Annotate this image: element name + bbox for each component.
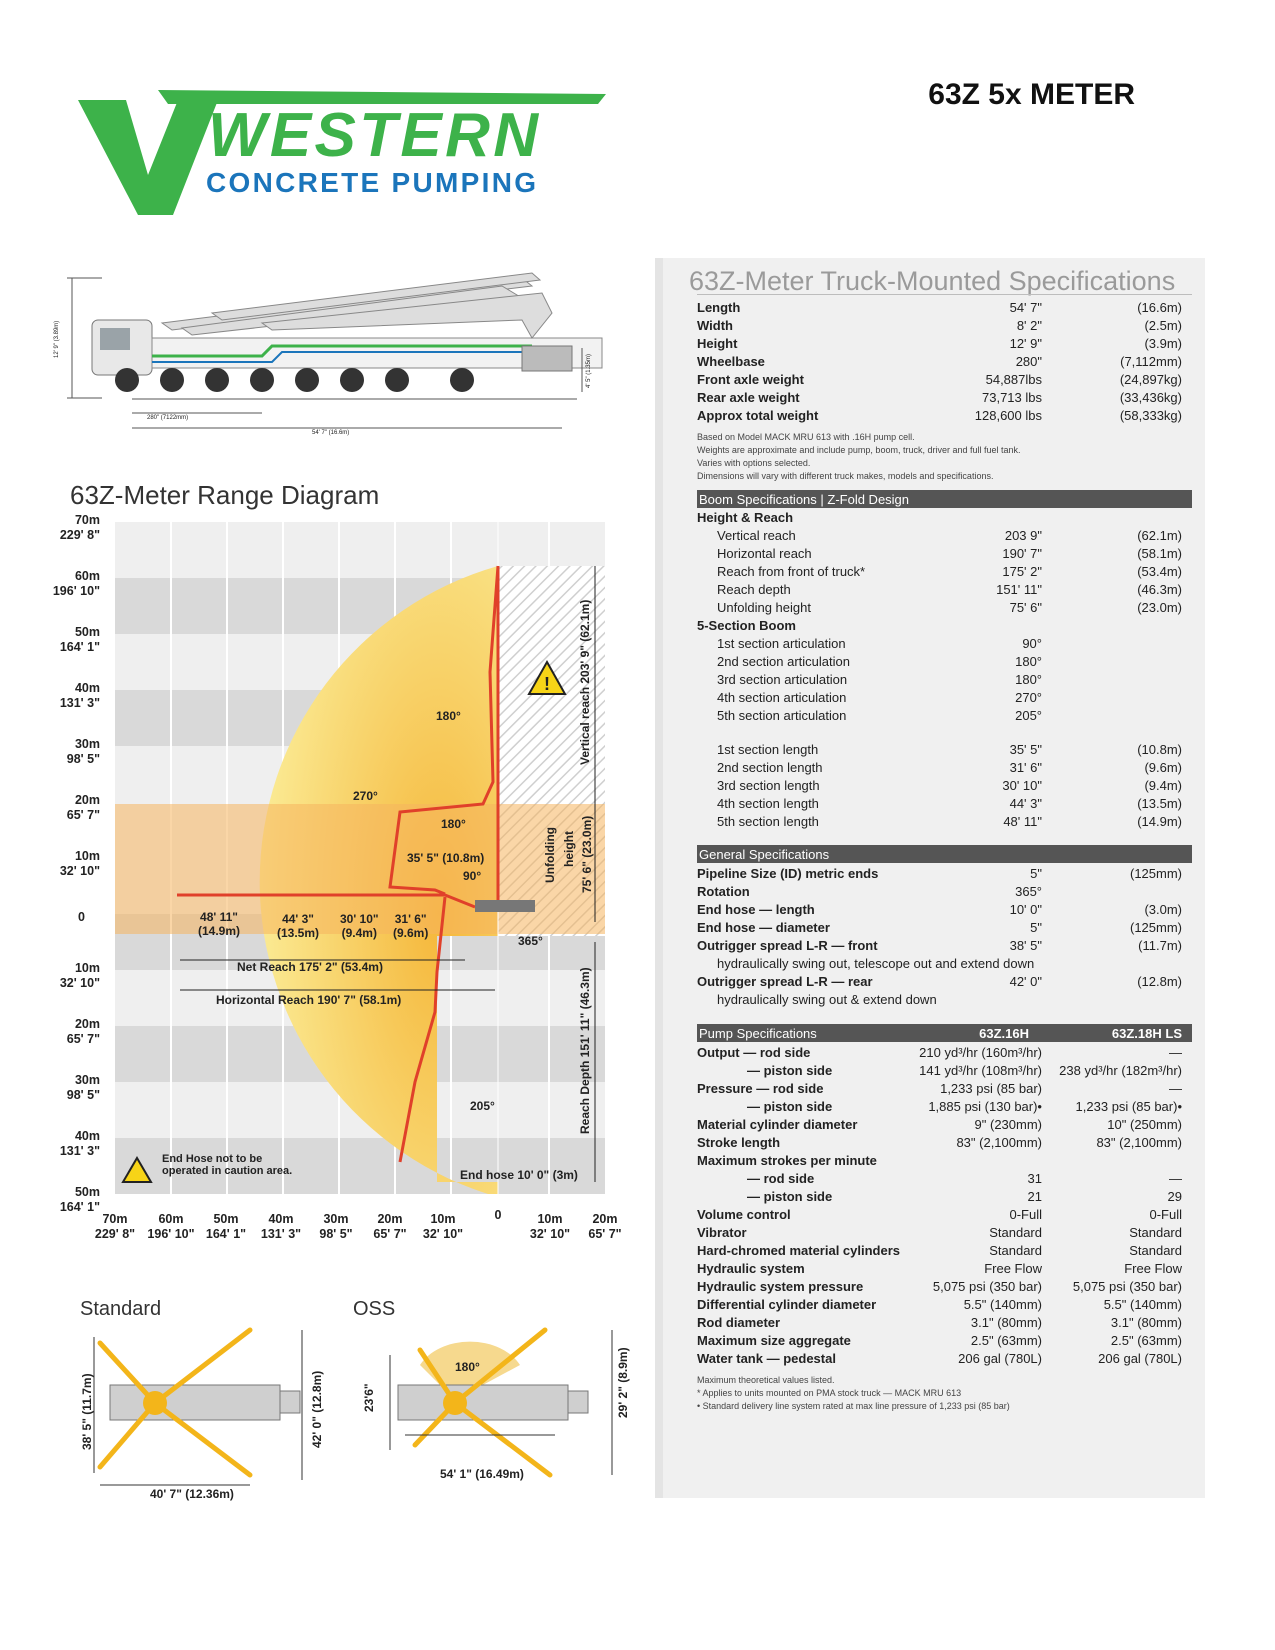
y-label: 30m 98' 5" (66, 1073, 100, 1102)
x-label: 20m 65' 7" (588, 1212, 622, 1241)
spec-title: 63Z-Meter Truck-Mounted Specifications (689, 266, 1176, 296)
oss-title: OSS (353, 1298, 396, 1320)
truck-note: Dimensions will vary with different truck makes, models and specifications. (697, 471, 994, 481)
spec-row: 5th section articulation 205° (717, 708, 1042, 723)
y-label: 10m 32' 10" (59, 961, 100, 990)
general-header: General Specifications (697, 845, 1192, 863)
spec-row: 2nd section articulation 180° (717, 654, 1042, 669)
spec-row: Front axle weight 54,887lbs (24,897kg) (697, 372, 1182, 387)
pump-row: Material cylinder diameter 9" (230mm) 10" (250mm) (697, 1117, 1182, 1132)
y-label: 50m 164' 1" (59, 625, 100, 654)
section-1-label: 35' 5" (10.8m) (407, 851, 485, 865)
section-boom-header: 5-Section Boom (697, 618, 796, 633)
angle-365: 365° (518, 934, 543, 948)
spec-row: Approx total weight 128,600 lbs (58,333kg) (697, 408, 1182, 423)
pump-row: — rod side 31 — (747, 1171, 1182, 1186)
pump-note: • Standard delivery line system rated at max line pressure of 1,233 psi (85 bar) (697, 1401, 1010, 1411)
standard-front-spread: 38' 5" (11.7m) (80, 1373, 94, 1450)
spec-row: End hose — diameter 5" (125mm) (697, 920, 1182, 935)
truck-note: Based on Model MACK MRU 613 with .16H pump cell. (697, 432, 915, 442)
unfolding-label-1: Unfolding (543, 827, 557, 883)
oss-length: 54' 1" (16.49m) (440, 1467, 524, 1481)
x-label: 40m 131' 3" (260, 1212, 302, 1241)
pump-row: Rod diameter 3.1" (80mm) 3.1" (80mm) (697, 1315, 1182, 1330)
spec-row: 1st section articulation 90° (717, 636, 1042, 651)
pump-note: Maximum theoretical values listed. (697, 1375, 835, 1385)
pump-row: Stroke length 83" (2,100mm) 83" (2,100mm) (697, 1135, 1182, 1150)
y-label: 30m 98' 5" (66, 737, 100, 766)
y-label: 20m 65' 7" (66, 1017, 100, 1046)
y-label: 20m 65' 7" (66, 793, 100, 822)
horizontal-reach-label: Horizontal Reach 190' 7" (58.1m) (216, 993, 402, 1007)
angle-90: 90° (463, 869, 482, 883)
standard-length: 40' 7" (12.36m) (150, 1487, 234, 1501)
oss-width: 23'6" (362, 1383, 376, 1412)
pump-row: — piston side 21 29 (747, 1189, 1182, 1204)
divider (697, 294, 1192, 295)
western-logo (78, 70, 638, 220)
boom-header: Boom Specifications | Z-Fold Design (697, 490, 1192, 508)
x-label: 60m 196' 10" (147, 1212, 195, 1241)
truck-rear-height-dim: 4' 5" (1.35m) (586, 354, 592, 388)
pump-row: Output — rod side 210 yd³/hr (160m³/hr) — (697, 1045, 1182, 1060)
pump-row: Differential cylinder diameter 5.5" (140mm) 5.5" (140mm) (697, 1297, 1182, 1312)
spec-row: 3rd section length 30' 10" (9.4m) (717, 778, 1182, 793)
y-label: 40m 131' 3" (59, 1129, 100, 1158)
y-label: 40m 131' 3" (59, 681, 100, 710)
angle-270: 270° (353, 789, 378, 803)
spec-row: Width 8' 2" (2.5m) (697, 318, 1182, 333)
spec-row: End hose — length 10' 0" (3.0m) (697, 902, 1182, 917)
spec-row: Height 12' 9" (3.9m) (697, 336, 1182, 351)
angle-180-mid: 180° (441, 817, 466, 831)
truck-illustration (54, 268, 622, 443)
angle-180-top: 180° (436, 709, 461, 723)
spec-row: Length 54' 7" (16.6m) (697, 300, 1182, 315)
pump-row: Vibrator Standard Standard (697, 1225, 1182, 1240)
spec-row: Unfolding height 75' 6" (23.0m) (717, 600, 1182, 615)
spec-row: Reach depth 151' 11" (46.3m) (717, 582, 1182, 597)
x-label: 20m 65' 7" (373, 1212, 407, 1241)
spec-row: 1st section length 35' 5" (10.8m) (717, 742, 1182, 757)
spec-row: Outrigger spread L-R — front 38' 5" (11.7m) (697, 938, 1182, 953)
pump-row: Water tank — pedestal 206 gal (780L) 206 gal (780L) (697, 1351, 1182, 1366)
x-label: 10m 32' 10" (529, 1212, 571, 1241)
pump-row: Hard-chromed material cylinders Standard Standard (697, 1243, 1182, 1258)
end-hose-label: End hose 10' 0" (3m) (460, 1168, 578, 1182)
x-label: 10m 32' 10" (422, 1212, 464, 1241)
pump-header: Pump Specifications 63Z.16H 63Z.18H LS (697, 1024, 1192, 1042)
spec-row: Rotation 365° (697, 884, 1042, 899)
spec-row: hydraulically swing out & extend down (717, 992, 937, 1007)
section-4-label: 44' 3" (13.5m) (277, 912, 320, 940)
pump-row: Hydraulic system pressure 5,075 psi (350 bar) 5,075 psi (350 bar) (697, 1279, 1182, 1294)
pump-row: Maximum strokes per minute (697, 1153, 877, 1168)
spec-row: Wheelbase 280" (7,112mm) (697, 354, 1182, 369)
spec-row: 2nd section length 31' 6" (9.6m) (717, 760, 1182, 775)
pump-row: Pressure — rod side 1,233 psi (85 bar) — (697, 1081, 1182, 1096)
range-diagram-title: 63Z-Meter Range Diagram (70, 480, 380, 510)
spec-row: Rear axle weight 73,713 lbs (33,436kg) (697, 390, 1182, 405)
x-label: 50m 164' 1" (205, 1212, 247, 1241)
logo-mark (78, 70, 638, 220)
vertical-reach-label: Vertical reach 203' 9" (62.1m) (578, 599, 592, 765)
caution-note: End Hose not to be operated in caution area. (162, 1153, 293, 1177)
standard-title: Standard (80, 1298, 162, 1320)
pump-row: — piston side 1,885 psi (130 bar)• 1,233 psi (85 bar)• (747, 1099, 1182, 1114)
truck-height-dim: 12' 9" (3.89m) (54, 320, 60, 358)
oss-right-spread: 29' 2" (8.9m) (616, 1347, 630, 1418)
spec-row: Reach from front of truck* 175' 2" (53.4m) (717, 564, 1182, 579)
page-title: 63Z 5x METER (928, 78, 1135, 111)
oss-outrigger-diagram (380, 1325, 620, 1480)
logo-word: WESTERN (208, 101, 538, 170)
angle-205: 205° (470, 1099, 495, 1113)
section-3-label: 30' 10" (9.4m) (340, 912, 379, 940)
x-label: 0 (494, 1208, 502, 1222)
range-diagram (115, 522, 605, 1194)
y-label: 50m 164' 1" (59, 1185, 100, 1214)
unfolding-label-3: 75' 6" (23.0m) (580, 815, 594, 893)
standard-rear-spread: 42' 0" (12.8m) (310, 1370, 324, 1448)
y-label: 70m 229' 8" (59, 513, 100, 542)
spec-row: 3rd section articulation 180° (717, 672, 1042, 687)
truck-note: Weights are approximate and include pump, boom, truck, driver and full fuel tank. (697, 445, 1021, 455)
reach-depth-label: Reach Depth 151' 11" (46.3m) (578, 967, 592, 1134)
spec-row: 4th section length 44' 3" (13.5m) (717, 796, 1182, 811)
spec-row: Horizontal reach 190' 7" (58.1m) (717, 546, 1182, 561)
oss-angle: 180° (455, 1360, 480, 1374)
pump-row: Hydraulic system Free Flow Free Flow (697, 1261, 1182, 1276)
x-label: 70m 229' 8" (94, 1212, 136, 1241)
pump-row: Volume control 0-Full 0-Full (697, 1207, 1182, 1222)
spec-row: hydraulically swing out, telescope out and extend down (717, 956, 1035, 971)
spec-row: Pipeline Size (ID) metric ends 5" (125mm) (697, 866, 1182, 881)
pump-note: * Applies to units mounted on PMA stock truck — MACK MRU 613 (697, 1388, 962, 1398)
height-reach-header: Height & Reach (697, 510, 794, 525)
pump-row: Maximum size aggregate 2.5" (63mm) 2.5" (63mm) (697, 1333, 1182, 1348)
truck-wheelbase-dim: 280" (7122mm) (147, 415, 189, 421)
spec-row: 4th section articulation 270° (717, 690, 1042, 705)
svg-text:!: ! (544, 674, 550, 694)
net-reach-label: Net Reach 175' 2" (53.4m) (237, 960, 383, 974)
x-label: 30m 98' 5" (319, 1212, 353, 1241)
truck-length-dim: 54' 7" (16.6m) (312, 430, 350, 436)
y-label: 0 (78, 910, 85, 924)
section-2-label: 31' 6" (9.6m) (393, 912, 429, 940)
logo-subtitle: CONCRETE PUMPING (206, 167, 536, 198)
pump-row: — piston side 141 yd³/hr (108m³/hr) 238 yd³/hr (182m³/hr) (747, 1063, 1182, 1078)
section-5-label: 48' 11" (14.9m) (198, 910, 241, 938)
y-label: 10m 32' 10" (59, 849, 100, 878)
y-label: 60m 196' 10" (52, 569, 100, 598)
spec-row: 5th section length 48' 11" (14.9m) (717, 814, 1182, 829)
truck-note: Varies with options selected. (697, 458, 811, 468)
spec-row: Outrigger spread L-R — rear 42' 0" (12.8m) (697, 974, 1182, 989)
spec-row: Vertical reach 203 9" (62.1m) (717, 528, 1182, 543)
standard-outrigger-diagram (80, 1325, 335, 1490)
unfolding-label-2: height (562, 831, 576, 867)
